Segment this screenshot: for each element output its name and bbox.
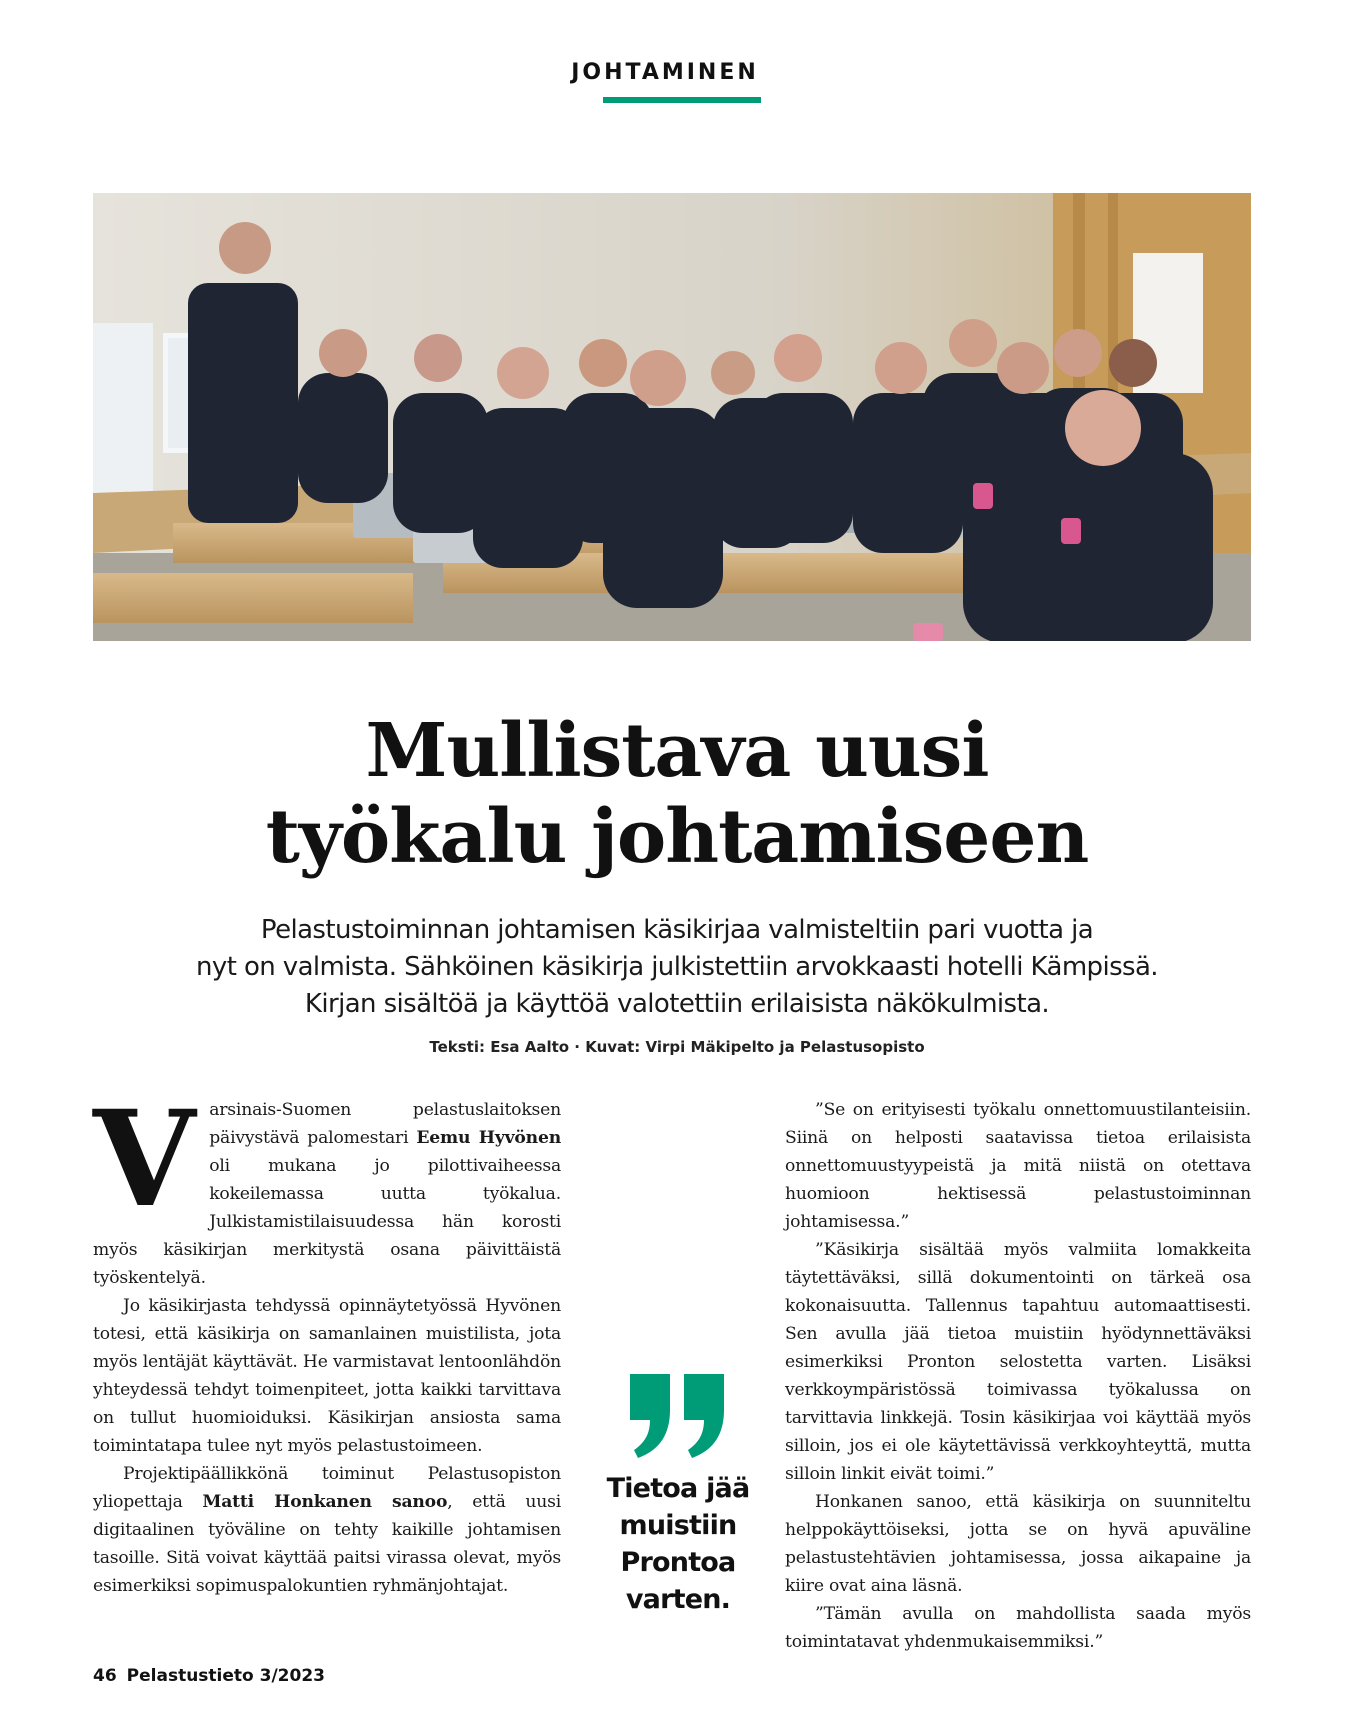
publication-name: Pelastustieto 3/2023	[126, 1666, 325, 1686]
classroom-photo-illustration	[93, 193, 1251, 641]
body-paragraph-2: Jo käsikirjasta tehdyssä opinnäytetyössä Hyvönen totesi, että käsikirja on samanlainen muistilista, jota myös lentäjät käyttävät. He varmistavat lentoonlähdön yhteydessä tehdyt toimenpiteet, jotta kaikki tarvittava on tullut huomioiduksi. Käsikirjan ansiosta sama toimintatapa tulee nyt myös pelastustoimeen.	[93, 1296, 561, 1456]
quote-mark-icon	[624, 1370, 734, 1460]
body-column-left	[93, 1082, 561, 1600]
person-name-honkanen: Matti Honkanen sanoo	[202, 1492, 448, 1512]
body-paragraph-3: Projektipäällikkönä toiminut Pelastusopiston yliopettaja Matti Honkanen sanoo, että uusi digitaalinen työväline on tehty kaikille johtamisen tasoille. Sitä voivat käyttää paitsi virassa olevat, myös esimerkiksi sopimuspalokuntien ryhmänjohtajat.	[93, 1464, 561, 1596]
folio	[93, 1666, 325, 1686]
headline-line-2: työkalu johtamiseen	[265, 794, 1089, 880]
lead-line-1: Pelastustoiminnan johtamisen käsikirjaa valmisteltiin pari vuotta ja	[260, 915, 1094, 945]
lead-paragraph	[180, 912, 1174, 1023]
lead-line-3: Kirjan sisältöä ja käyttöä valotettiin erilaisista näkökulmista.	[304, 989, 1050, 1019]
pull-quote: Tietoa jää muistiin Prontoa varten.	[606, 1473, 750, 1615]
body-paragraph-6: Honkanen sanoo, että käsikirja on suunniteltu helppokäyttöiseksi, jotta se on hyvä apuväline pelastustehtävien johtamisessa, jossa aikapaine ja kiire ovat aina läsnä.	[785, 1492, 1251, 1596]
headline-line-1: Mullistava uusi	[365, 708, 989, 794]
classroom-photo	[93, 193, 1251, 641]
body-paragraph-7: ”Tämän avulla on mahdollista saada myös toimintatavat yhdenmukaisemmiksi.”	[785, 1604, 1251, 1652]
section-rule	[603, 97, 761, 103]
page-number: 46	[93, 1666, 117, 1686]
person-name-hyvonen: Eemu Hyvönen	[416, 1128, 561, 1148]
body-column-right	[785, 1096, 1251, 1656]
dropcap: V	[93, 1082, 196, 1237]
body-paragraph-1: Varsinais-Suomen pelastuslaitoksen päivystävä palomestari Eemu Hyvönen oli mukana jo pilottivaiheessa kokeilemassa uutta työkalua. Julkistamistilaisuudessa hän korosti myös käsikirjan merkitystä osana päivittäistä työskentelyä.	[93, 1082, 561, 1288]
section-label: JOHTAMINEN	[571, 60, 759, 85]
body-paragraph-5: ”Käsikirja sisältää myös valmiita lomakkeita täytettäväksi, sillä dokumentointi on tärkeä osa kokonaisuutta. Tallennus tapahtuu automaattisesti. Sen avulla jää tietoa muistiin hyödynnettäväksi esimerkiksi Pronton selostetta varten. Lisäksi verkkoympäristössä toimivassa työkalussa on tarvittavia linkkejä. Tosin käsikirjaa voi käyttää myös silloin, jos ei ole käytettävissä verkkoyhteyttä, mutta silloin linkit eivät toimi.”	[785, 1240, 1251, 1484]
body-paragraph-4: ”Se on erityisesti työkalu onnettomuustilanteisiin. Siinä on helposti saatavissa tietoa erilaisista onnettomuustyypeistä ja mitä niistä on otettava huomioon hektisessä pelastustoiminnan johtamisessa.”	[785, 1100, 1251, 1232]
lead-line-2: nyt on valmista. Sähköinen käsikirja julkistettiin arvokkaasti hotelli Kämpissä.	[196, 952, 1158, 982]
headline	[100, 708, 1254, 880]
byline: Teksti: Esa Aalto · Kuvat: Virpi Mäkipelto ja Pelastusopisto	[429, 1038, 925, 1056]
